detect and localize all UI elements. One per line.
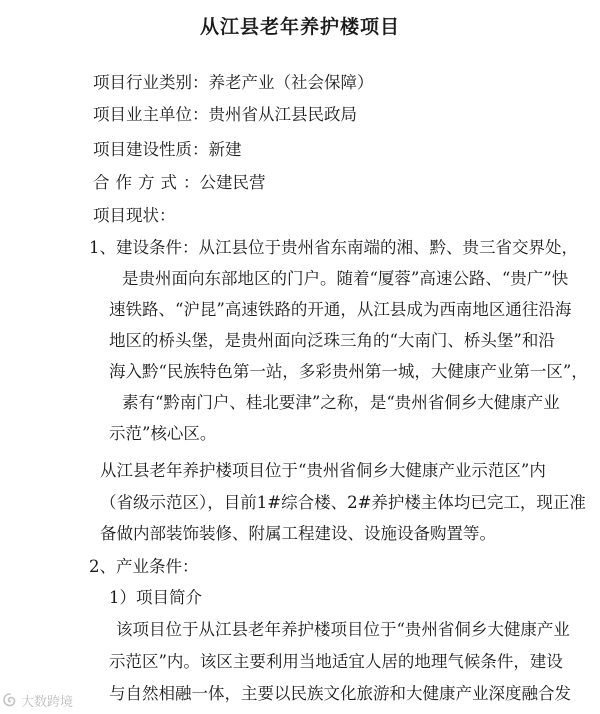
swirl-logo-icon bbox=[2, 692, 18, 708]
paragraph-line: 是贵州面向东部地区的门户。随着“厦蓉”高速公路、“贵广”快 bbox=[122, 269, 569, 288]
paragraph-line: 该项目位于从江县老年养护楼项目位于“贵州省侗乡大健康产业 bbox=[116, 620, 570, 639]
field-status: 项目现状： bbox=[93, 206, 176, 225]
field-industry: 项目行业类别：养老产业（社会保障） bbox=[93, 73, 374, 92]
field-nature: 项目建设性质：新建 bbox=[93, 140, 242, 159]
paragraph-line: 从江县老年养护楼项目位于“贵州省侗乡大健康产业示范区”内 bbox=[100, 461, 546, 480]
paragraph-line: 速铁路、“沪昆”高速铁路的开通，从江县成为西南地区通往沿海 bbox=[109, 300, 572, 319]
field-cooperation bbox=[93, 172, 266, 194]
field-cooperation-value: ：公建民营 bbox=[183, 173, 266, 192]
paragraph-line: （省级示范区），目前1#综合楼、2#养护楼主体均已完工，现正准 bbox=[100, 493, 586, 512]
paragraph-line: 备做内部装饰装修、附属工程建设、设施设备购置等。 bbox=[100, 524, 496, 543]
paragraph-line: 与自然相融一体，主要以民族文化旅游和大健康产业深度融合发 bbox=[109, 684, 571, 703]
paragraph-line: 示范区”内。该区主要利用当地适宜人居的地理气候条件，建设 bbox=[109, 652, 563, 671]
paragraph-line: 素有“黔南门户、桂北要津”之称，是“贵州省侗乡大健康产业 bbox=[122, 393, 560, 412]
watermark-text: 大数跨境 bbox=[21, 694, 74, 710]
subsection-heading: 1）项目简介 bbox=[109, 588, 202, 607]
paragraph-line: 地区的桥头堡，是贵州面向泛珠三角的“大南门、桥头堡”和沿 bbox=[109, 331, 555, 350]
section-heading: 2、产业条件： bbox=[89, 557, 199, 576]
paragraph-line: 示范”核心区。 bbox=[109, 424, 217, 443]
paragraph-line: 海入黔“民族特色第一站，多彩贵州第一城，大健康产业第一区”， bbox=[109, 362, 588, 381]
field-cooperation-label: 合作方式 bbox=[93, 173, 183, 192]
section-heading: 1、建设条件：从江县位于贵州省东南端的湘、黔、贵三省交界处， bbox=[89, 238, 578, 257]
field-owner: 项目业主单位：贵州省从江县民政局 bbox=[93, 105, 357, 124]
document-title: 从江县老年养护楼项目 bbox=[199, 16, 400, 38]
watermark bbox=[2, 690, 73, 710]
